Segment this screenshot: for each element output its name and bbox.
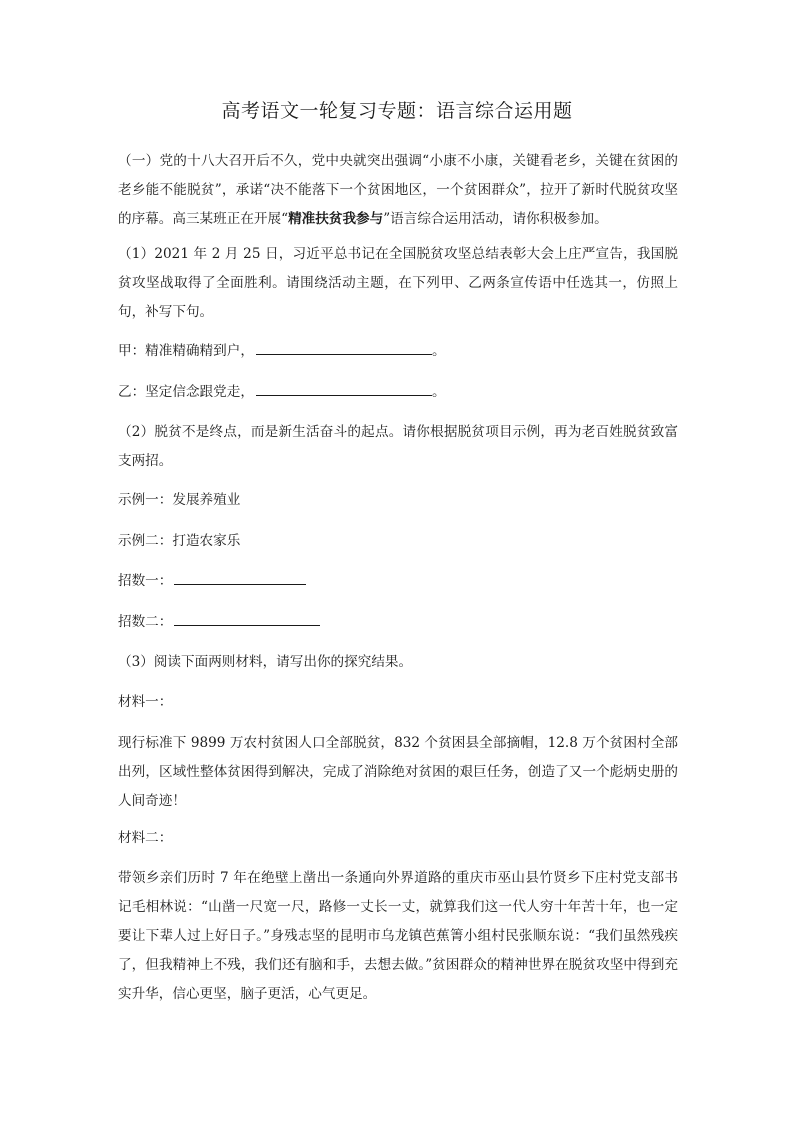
option-jia-label: 甲：精准精确精到户， [118,343,254,359]
material-2-label: 材料二： [118,830,173,846]
move-2 [118,608,678,637]
option-yi-end: 。 [431,384,446,400]
intro-text-part1: （一）党的十八大召开后不久，党中央就突出强调“小康不小康，关键看老乡，关键在贫困的老乡能不能脱贫”，承诺“决不能落下一个贫困地区，一个贫困群众”，拉开了新时代脱贫攻坚的序幕。高三某班正在开展“ [118,153,678,227]
activity-name: 精准扶贫我参与 [288,211,384,227]
option-jia [118,337,678,366]
question-1-text: （1）2021 年 2 月 25 日，习近平总书记在全国脱贫攻坚总结表彰大会上庄严宣告，我国脱贫攻坚战取得了全面胜利。请围绕活动主题，在下列甲、乙两条宣传语中任选其一，仿照上句，补写下句。 [118,246,678,320]
intro-paragraph [118,147,678,234]
answer-blank-move-1[interactable] [174,569,306,585]
example-1: 示例一：发展养殖业 [118,492,241,508]
move-2-label: 招数二： [118,614,173,630]
option-yi [118,378,678,407]
material-1-text: 现行标准下 9899 万农村贫困人口全部脱贫，832 个贫困县全部摘帽，12.8 万个贫困村全部出列，区域性整体贫困得到解决，完成了消除绝对贫困的艰巨任务，创造了又一个彪炳史册的人间奇迹！ [118,735,678,809]
answer-blank-jia[interactable] [256,339,432,355]
page-title: 高考语文一轮复习专题：语言综合运用题 [221,100,573,122]
option-jia-end: 。 [431,343,446,359]
option-yi-label: 乙：坚定信念跟党走， [118,384,254,400]
example-2: 示例二：打造农家乐 [118,533,241,549]
intro-text-part2: ”语言综合运用活动，请你积极参加。 [383,211,608,227]
answer-blank-move-2[interactable] [174,610,320,626]
material-1-label: 材料一： [118,694,173,710]
move-1 [118,567,678,596]
question-3-text: （3）阅读下面两则材料，请写出你的探究结果。 [118,654,413,670]
material-2-text: 带领乡亲们历时 7 年在绝壁上凿出一条通向外界道路的重庆市巫山县竹贤乡下庄村党支部书记毛相林说：“山凿一尺宽一尺，路修一丈长一丈，就算我们这一代人穷十年苦十年，也一定要让下辈人过上好日子。”身残志坚的昆明市乌龙镇芭蕉箐小组村民张顺东说：“我们虽然残疾了，但我精神上不残，我们还有脑和手，去想去做。”贫困群众的精神世界在脱贫攻坚中得到充实升华，信心更坚，脑子更活，心气更足。 [118,870,678,1002]
answer-blank-yi[interactable] [256,380,432,396]
move-1-label: 招数一： [118,573,173,589]
question-2-text: （2）脱贫不是终点，而是新生活奋斗的起点。请你根据脱贫项目示例，再为老百姓脱贫致富支两招。 [118,424,678,469]
